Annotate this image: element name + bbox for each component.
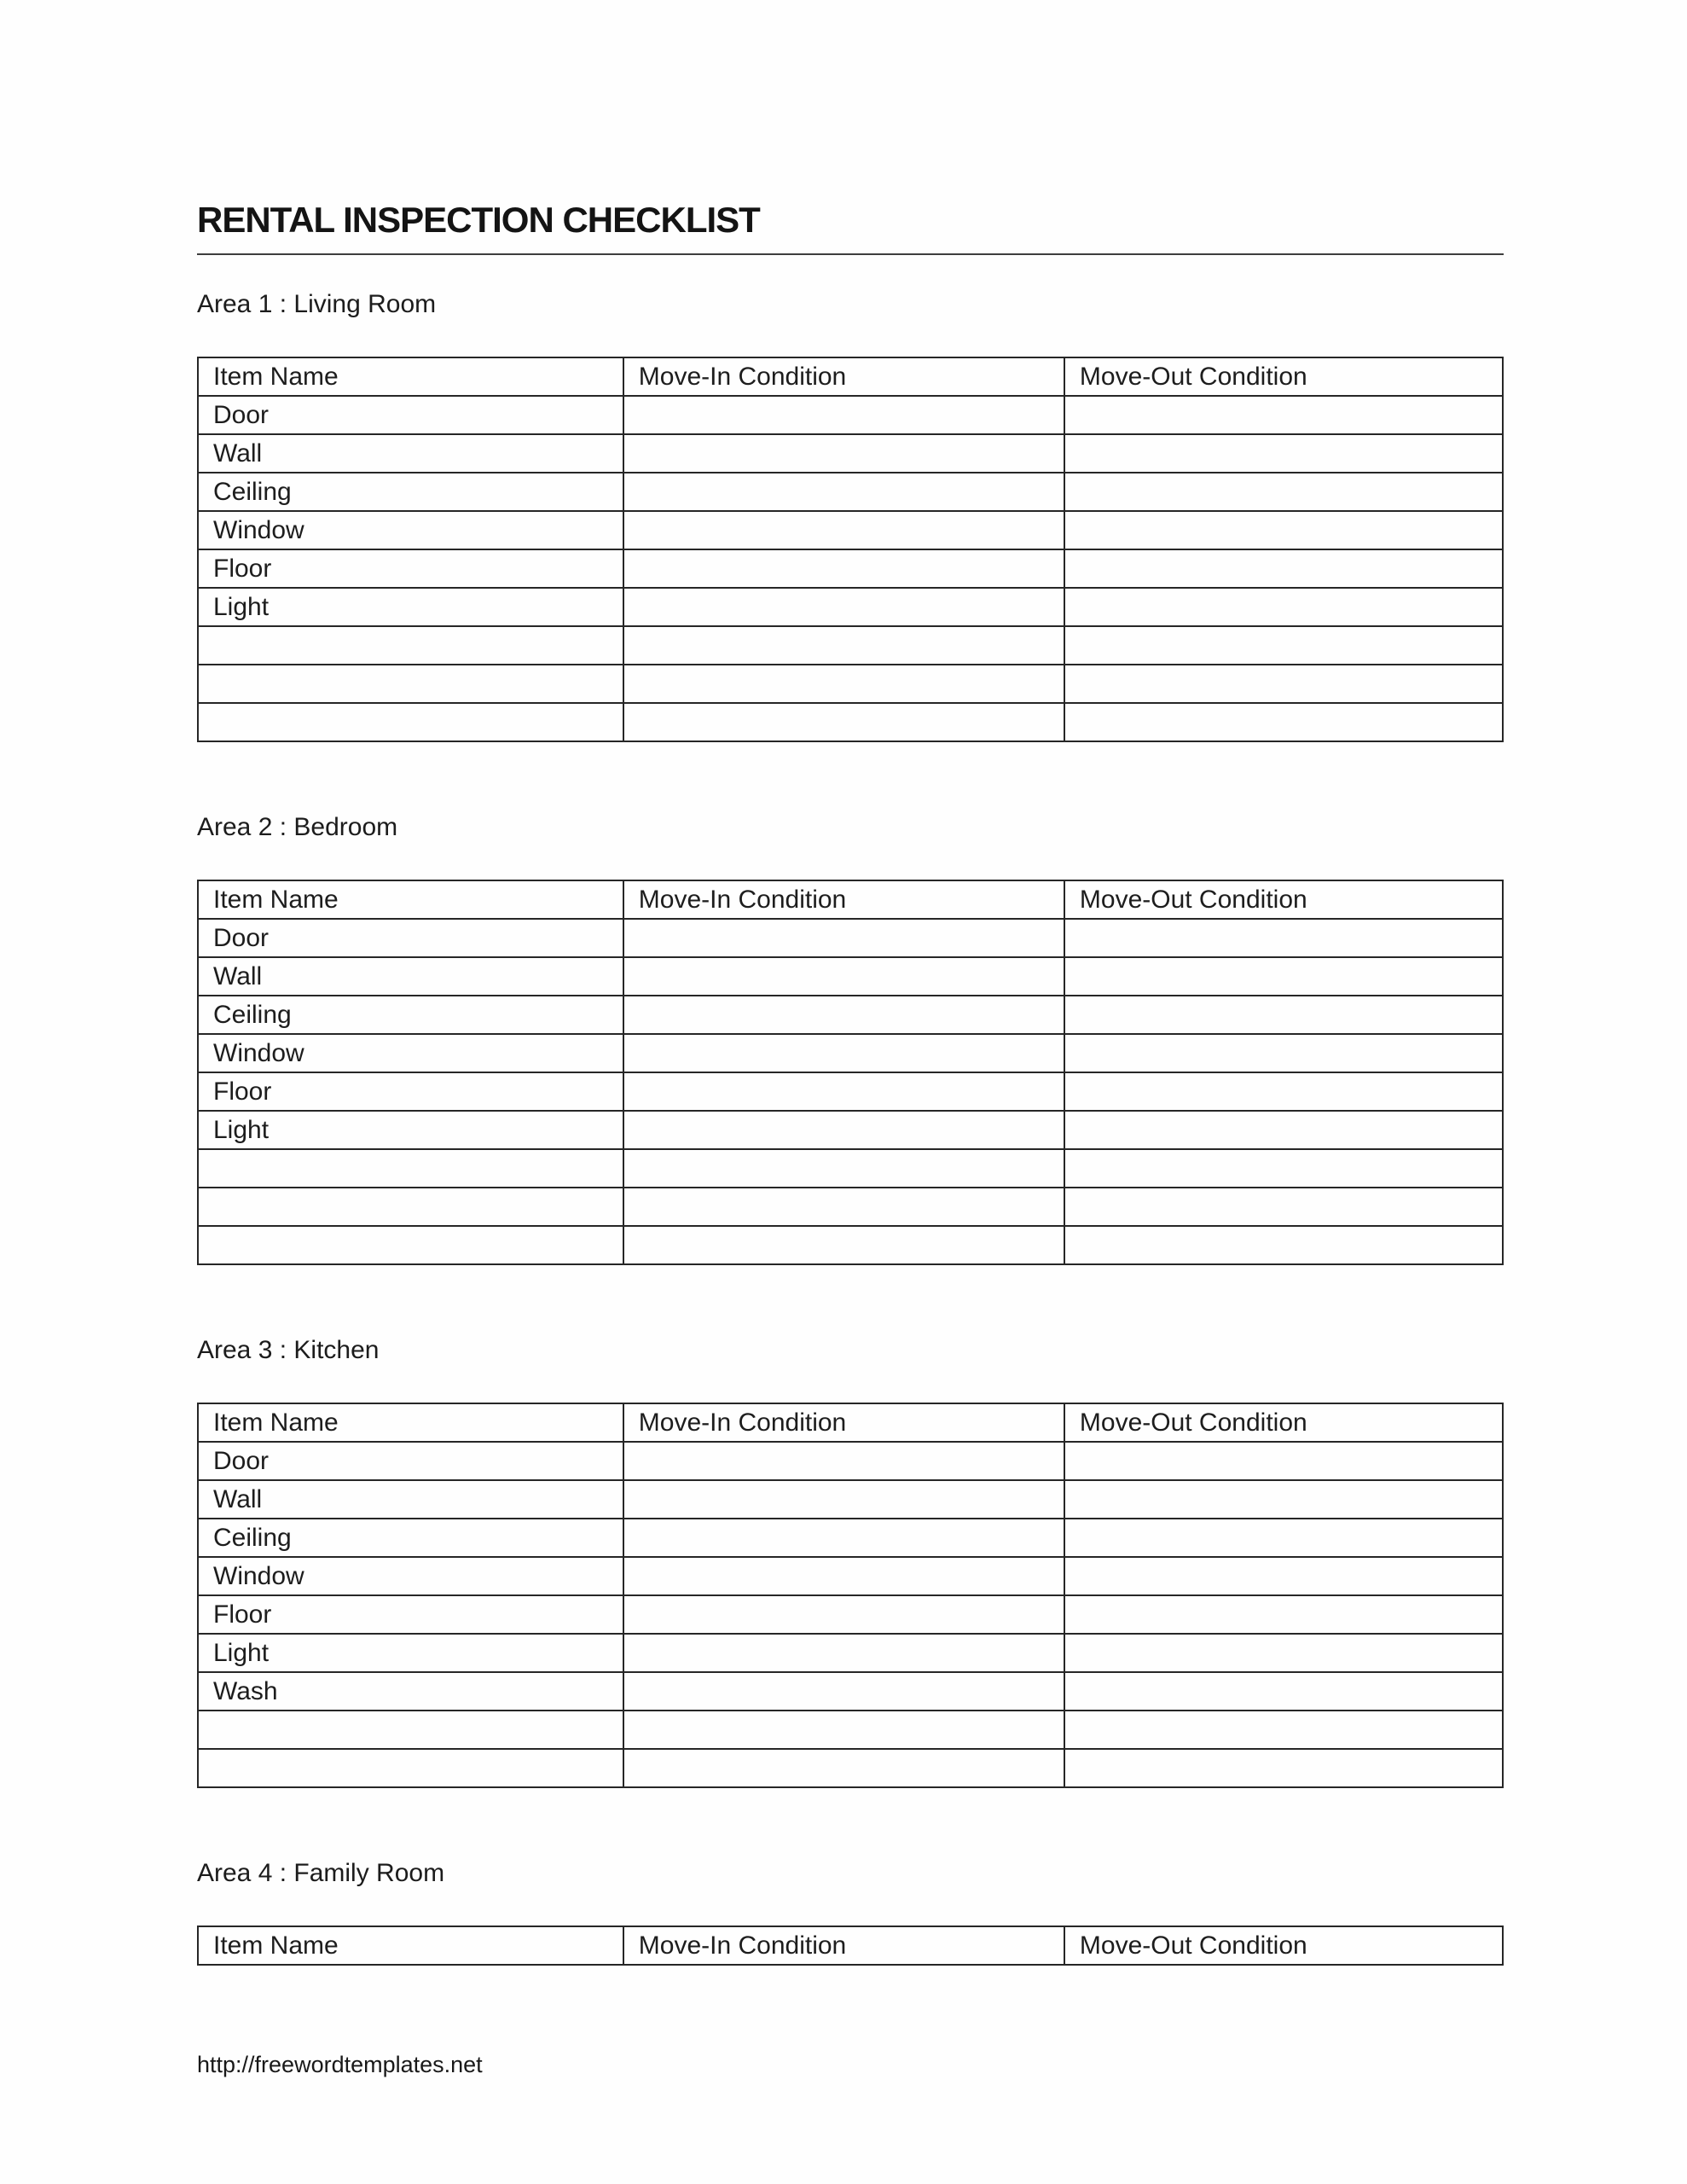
move-in-condition-cell [623, 1672, 1064, 1711]
move-in-condition-cell [623, 1226, 1064, 1264]
column-header: Move-In Condition [623, 357, 1064, 396]
move-out-condition-cell [1064, 473, 1503, 511]
item-name-cell: Ceiling [198, 1519, 623, 1557]
empty-table-row [198, 1711, 1503, 1749]
section-label: Area 1 : Living Room [197, 290, 437, 318]
section-label: Area 2 : Bedroom [197, 813, 398, 841]
table-row [198, 1111, 1503, 1149]
move-out-condition-cell [1064, 1149, 1503, 1188]
move-out-condition-cell [1064, 1188, 1503, 1226]
table-row [198, 511, 1503, 549]
move-out-condition-cell [1064, 1072, 1503, 1111]
table-header-row [198, 880, 1503, 919]
item-name-cell: Window [198, 1034, 623, 1072]
item-name-cell: Light [198, 1111, 623, 1149]
table-row [198, 1480, 1503, 1519]
move-out-condition-cell [1064, 1519, 1503, 1557]
section-label: Area 4 : Family Room [197, 1859, 445, 1887]
empty-table-row [198, 703, 1503, 741]
item-name-cell: Window [198, 511, 623, 549]
table-header-row [198, 1403, 1503, 1442]
item-name-cell: Ceiling [198, 996, 623, 1034]
inspection-table [197, 357, 1504, 742]
move-in-condition-cell [623, 549, 1064, 588]
table-row [198, 1519, 1503, 1557]
empty-table-row [198, 1749, 1503, 1787]
table-row [198, 957, 1503, 996]
move-in-condition-cell [623, 1480, 1064, 1519]
column-header: Move-Out Condition [1064, 880, 1503, 919]
item-name-cell: Ceiling [198, 473, 623, 511]
item-name-cell: Wall [198, 957, 623, 996]
empty-table-row [198, 1149, 1503, 1188]
move-out-condition-cell [1064, 1595, 1503, 1634]
section-area-3 [197, 1335, 1504, 1788]
table-row [198, 1442, 1503, 1480]
empty-table-row [198, 1188, 1503, 1226]
column-header: Move-Out Condition [1064, 1403, 1503, 1442]
item-name-cell: Floor [198, 1072, 623, 1111]
move-out-condition-cell [1064, 1442, 1503, 1480]
item-name-cell: Light [198, 588, 623, 626]
column-header: Move-In Condition [623, 1403, 1064, 1442]
item-name-cell [198, 1188, 623, 1226]
move-in-condition-cell [623, 626, 1064, 665]
column-header: Item Name [198, 880, 623, 919]
move-in-condition-cell [623, 703, 1064, 741]
move-in-condition-cell [623, 473, 1064, 511]
move-in-condition-cell [623, 919, 1064, 957]
table-header-row [198, 1926, 1503, 1965]
item-name-cell [198, 665, 623, 703]
move-in-condition-cell [623, 1519, 1064, 1557]
table-row [198, 1634, 1503, 1672]
column-header: Move-Out Condition [1064, 357, 1503, 396]
column-header: Move-In Condition [623, 1926, 1064, 1965]
title-rule [197, 253, 1504, 255]
move-in-condition-cell [623, 511, 1064, 549]
item-name-cell: Wash [198, 1672, 623, 1711]
table-row [198, 549, 1503, 588]
item-name-cell [198, 1749, 623, 1787]
move-out-condition-cell [1064, 1634, 1503, 1672]
move-in-condition-cell [623, 1072, 1064, 1111]
item-name-cell [198, 1149, 623, 1188]
table-row [198, 396, 1503, 434]
page-title: RENTAL INSPECTION CHECKLIST [197, 200, 760, 240]
move-in-condition-cell [623, 665, 1064, 703]
item-name-cell: Wall [198, 434, 623, 473]
inspection-table [197, 1926, 1504, 1966]
move-out-condition-cell [1064, 549, 1503, 588]
inspection-table [197, 880, 1504, 1265]
table-row [198, 588, 1503, 626]
table-row [198, 1557, 1503, 1595]
move-out-condition-cell [1064, 996, 1503, 1034]
move-out-condition-cell [1064, 703, 1503, 741]
move-in-condition-cell [623, 957, 1064, 996]
table-row [198, 996, 1503, 1034]
column-header: Item Name [198, 1403, 623, 1442]
section-area-2 [197, 812, 1504, 1265]
move-out-condition-cell [1064, 511, 1503, 549]
move-out-condition-cell [1064, 1672, 1503, 1711]
move-out-condition-cell [1064, 1749, 1503, 1787]
table-row [198, 919, 1503, 957]
move-in-condition-cell [623, 1111, 1064, 1149]
item-name-cell: Floor [198, 1595, 623, 1634]
item-name-cell [198, 1226, 623, 1264]
move-out-condition-cell [1064, 434, 1503, 473]
column-header: Move-Out Condition [1064, 1926, 1503, 1965]
move-in-condition-cell [623, 1711, 1064, 1749]
move-out-condition-cell [1064, 665, 1503, 703]
item-name-cell: Floor [198, 549, 623, 588]
move-in-condition-cell [623, 396, 1064, 434]
item-name-cell: Door [198, 396, 623, 434]
move-in-condition-cell [623, 996, 1064, 1034]
item-name-cell: Window [198, 1557, 623, 1595]
move-out-condition-cell [1064, 626, 1503, 665]
item-name-cell: Wall [198, 1480, 623, 1519]
move-in-condition-cell [623, 1634, 1064, 1672]
item-name-cell: Door [198, 1442, 623, 1480]
column-header: Move-In Condition [623, 880, 1064, 919]
move-out-condition-cell [1064, 957, 1503, 996]
item-name-cell: Door [198, 919, 623, 957]
move-in-condition-cell [623, 1034, 1064, 1072]
move-out-condition-cell [1064, 1711, 1503, 1749]
empty-table-row [198, 665, 1503, 703]
move-out-condition-cell [1064, 396, 1503, 434]
page-content [197, 201, 1504, 2079]
item-name-cell [198, 703, 623, 741]
item-name-cell [198, 1711, 623, 1749]
move-in-condition-cell [623, 1188, 1064, 1226]
table-row [198, 1672, 1503, 1711]
move-out-condition-cell [1064, 588, 1503, 626]
table-row [198, 1034, 1503, 1072]
item-name-cell [198, 626, 623, 665]
empty-table-row [198, 626, 1503, 665]
table-row [198, 434, 1503, 473]
table-row [198, 473, 1503, 511]
move-in-condition-cell [623, 1749, 1064, 1787]
table-row [198, 1595, 1503, 1634]
footer-url: http://freewordtemplates.net [197, 2052, 483, 2077]
empty-table-row [198, 1226, 1503, 1264]
move-out-condition-cell [1064, 919, 1503, 957]
move-out-condition-cell [1064, 1480, 1503, 1519]
inspection-table [197, 1403, 1504, 1788]
move-out-condition-cell [1064, 1111, 1503, 1149]
table-row [198, 1072, 1503, 1111]
section-area-4 [197, 1858, 1504, 1966]
section-label: Area 3 : Kitchen [197, 1336, 380, 1364]
move-out-condition-cell [1064, 1557, 1503, 1595]
move-out-condition-cell [1064, 1034, 1503, 1072]
sections-container [197, 289, 1504, 1966]
move-out-condition-cell [1064, 1226, 1503, 1264]
move-in-condition-cell [623, 434, 1064, 473]
item-name-cell: Light [198, 1634, 623, 1672]
move-in-condition-cell [623, 1442, 1064, 1480]
table-header-row [198, 357, 1503, 396]
move-in-condition-cell [623, 588, 1064, 626]
move-in-condition-cell [623, 1149, 1064, 1188]
section-area-1 [197, 289, 1504, 742]
column-header: Item Name [198, 1926, 623, 1965]
column-header: Item Name [198, 357, 623, 396]
move-in-condition-cell [623, 1595, 1064, 1634]
move-in-condition-cell [623, 1557, 1064, 1595]
